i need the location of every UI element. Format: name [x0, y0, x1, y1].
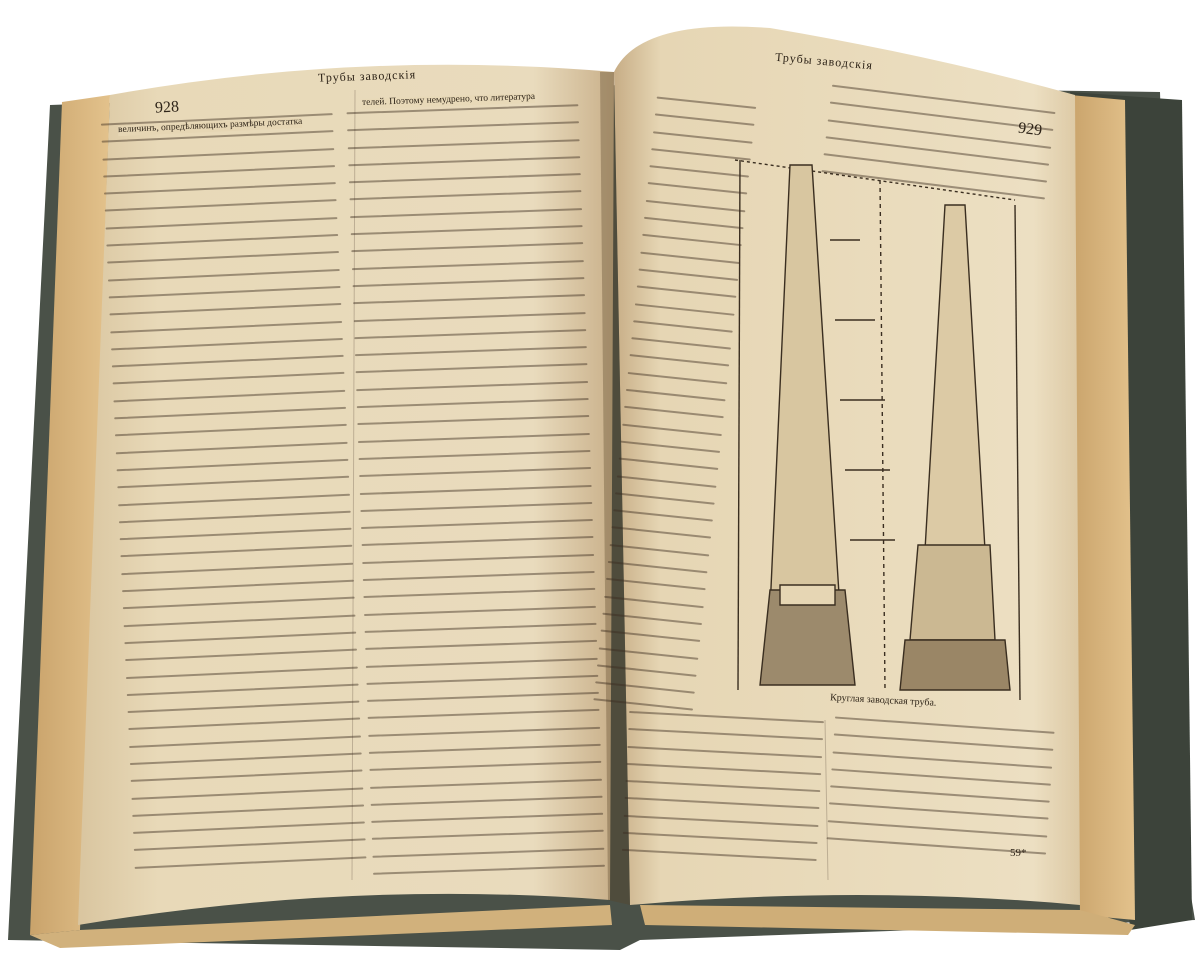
left-running-head: Трубы заводскія: [317, 67, 417, 85]
left-page-first-line: величинъ, опредѣляющихъ размѣры достатка: [117, 116, 303, 136]
signature-mark: 59*: [1010, 847, 1027, 859]
right-running-head: Трубы заводскія: [774, 49, 874, 73]
figure-caption: Круглая заводская труба.: [829, 692, 937, 709]
left-page-col2-first-line: телей. Поэтому немудрено, что литература: [361, 91, 536, 109]
left-page-col2-text: [346, 104, 605, 890]
left-page-number: 928: [154, 98, 180, 117]
right-page-number: 929: [1017, 119, 1044, 140]
left-page-col1-text: [101, 113, 367, 884]
right-page-bottom-text: [621, 711, 824, 877]
right-page-edges: [1070, 95, 1135, 920]
